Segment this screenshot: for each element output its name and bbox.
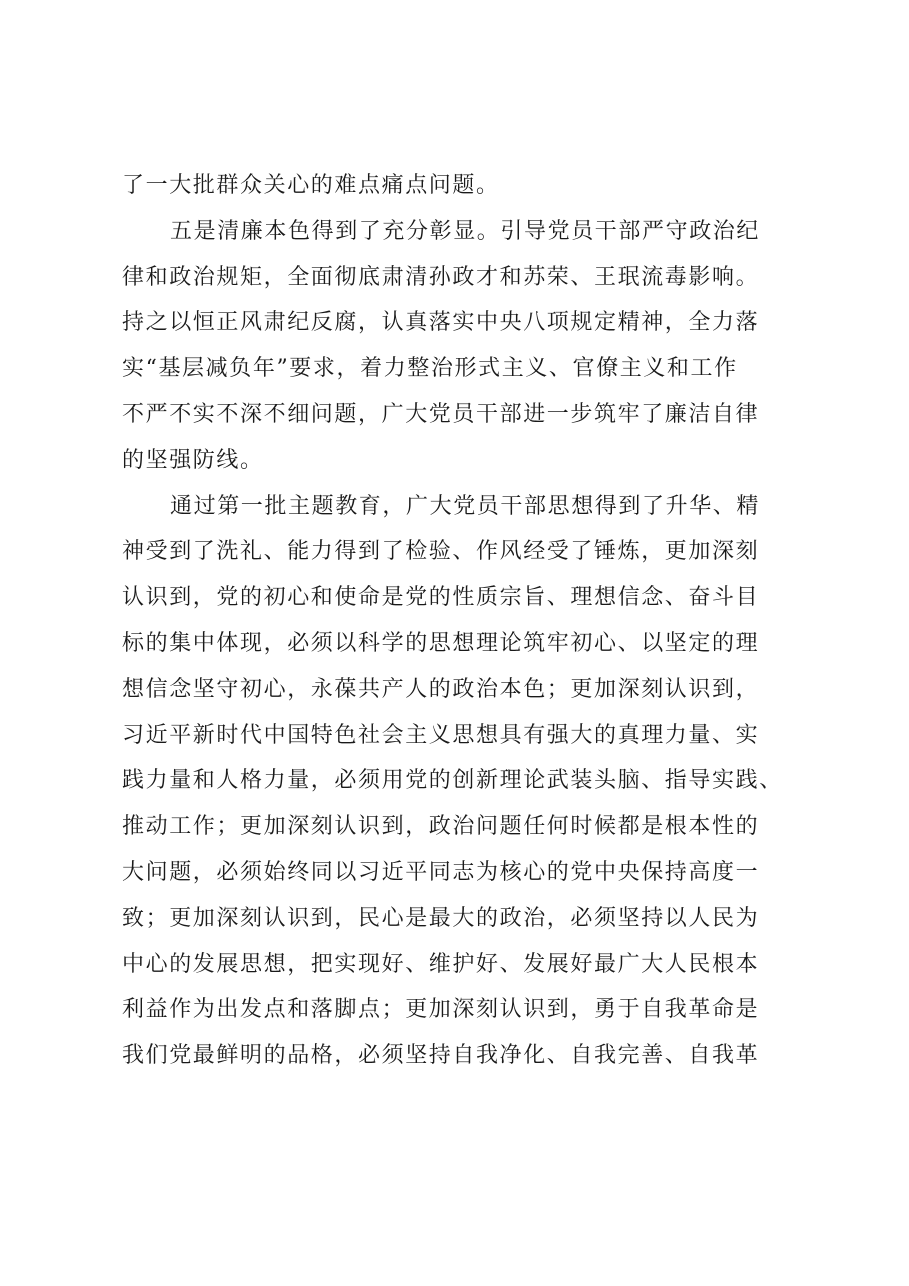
text-line: 实“基层减负年”要求，着力整治形式主义、官僚主义和工作 <box>122 356 738 382</box>
text-line: 践力量和人格力量，必须用党的创新理论武装头脑、指导实践、 <box>122 768 783 794</box>
text-line: 的坚强防线。 <box>122 447 264 473</box>
text-line: 习近平新时代中国特色社会主义思想具有强大的真理力量、实 <box>122 722 760 748</box>
text-line: 中心的发展思想，把实现好、维护好、发展好最广大人民根本 <box>122 951 760 977</box>
text-line: 大问题，必须始终同以习近平同志为核心的党中央保持高度一 <box>122 859 760 885</box>
text-line: 致；更加深刻认识到，民心是最大的政治，必须坚持以人民为 <box>122 905 760 931</box>
paragraph <box>122 209 802 484</box>
paragraph <box>122 484 802 1079</box>
text-line: 我们党最鲜明的品格，必须坚持自我净化、自我完善、自我革 <box>122 1043 760 1069</box>
body-text <box>122 163 802 1079</box>
text-line: 神受到了洗礼、能力得到了检验、作风经受了锤炼，更加深刻 <box>122 539 760 565</box>
text-line: 标的集中体现，必须以科学的思想理论筑牢初心、以坚定的理 <box>122 630 760 656</box>
text-line: 通过第一批主题教育，广大党员干部思想得到了升华、精 <box>170 493 761 519</box>
text-line: 想信念坚守初心，永葆共产人的政治本色；更加深刻认识到， <box>122 676 760 702</box>
text-line: 利益作为出发点和落脚点；更加深刻认识到，勇于自我革命是 <box>122 997 760 1023</box>
text-line: 律和政治规矩，全面彻底肃清孙政才和苏荣、王珉流毒影响。 <box>122 264 760 290</box>
text-line: 五是清廉本色得到了充分彰显。引导党员干部严守政治纪 <box>170 218 761 244</box>
paragraph <box>122 163 802 209</box>
text-line: 认识到，党的初心和使命是党的性质宗旨、理想信念、奋斗目 <box>122 585 760 611</box>
text-line: 了一大批群众关心的难点痛点问题。 <box>122 173 500 198</box>
text-line: 持之以恒正风肃纪反腐，认真落实中央八项规定精神，全力落 <box>122 310 760 336</box>
text-line: 推动工作；更加深刻认识到，政治问题任何时候都是根本性的 <box>122 814 760 840</box>
text-line: 不严不实不深不细问题，广大党员干部进一步筑牢了廉洁自律 <box>122 401 760 427</box>
